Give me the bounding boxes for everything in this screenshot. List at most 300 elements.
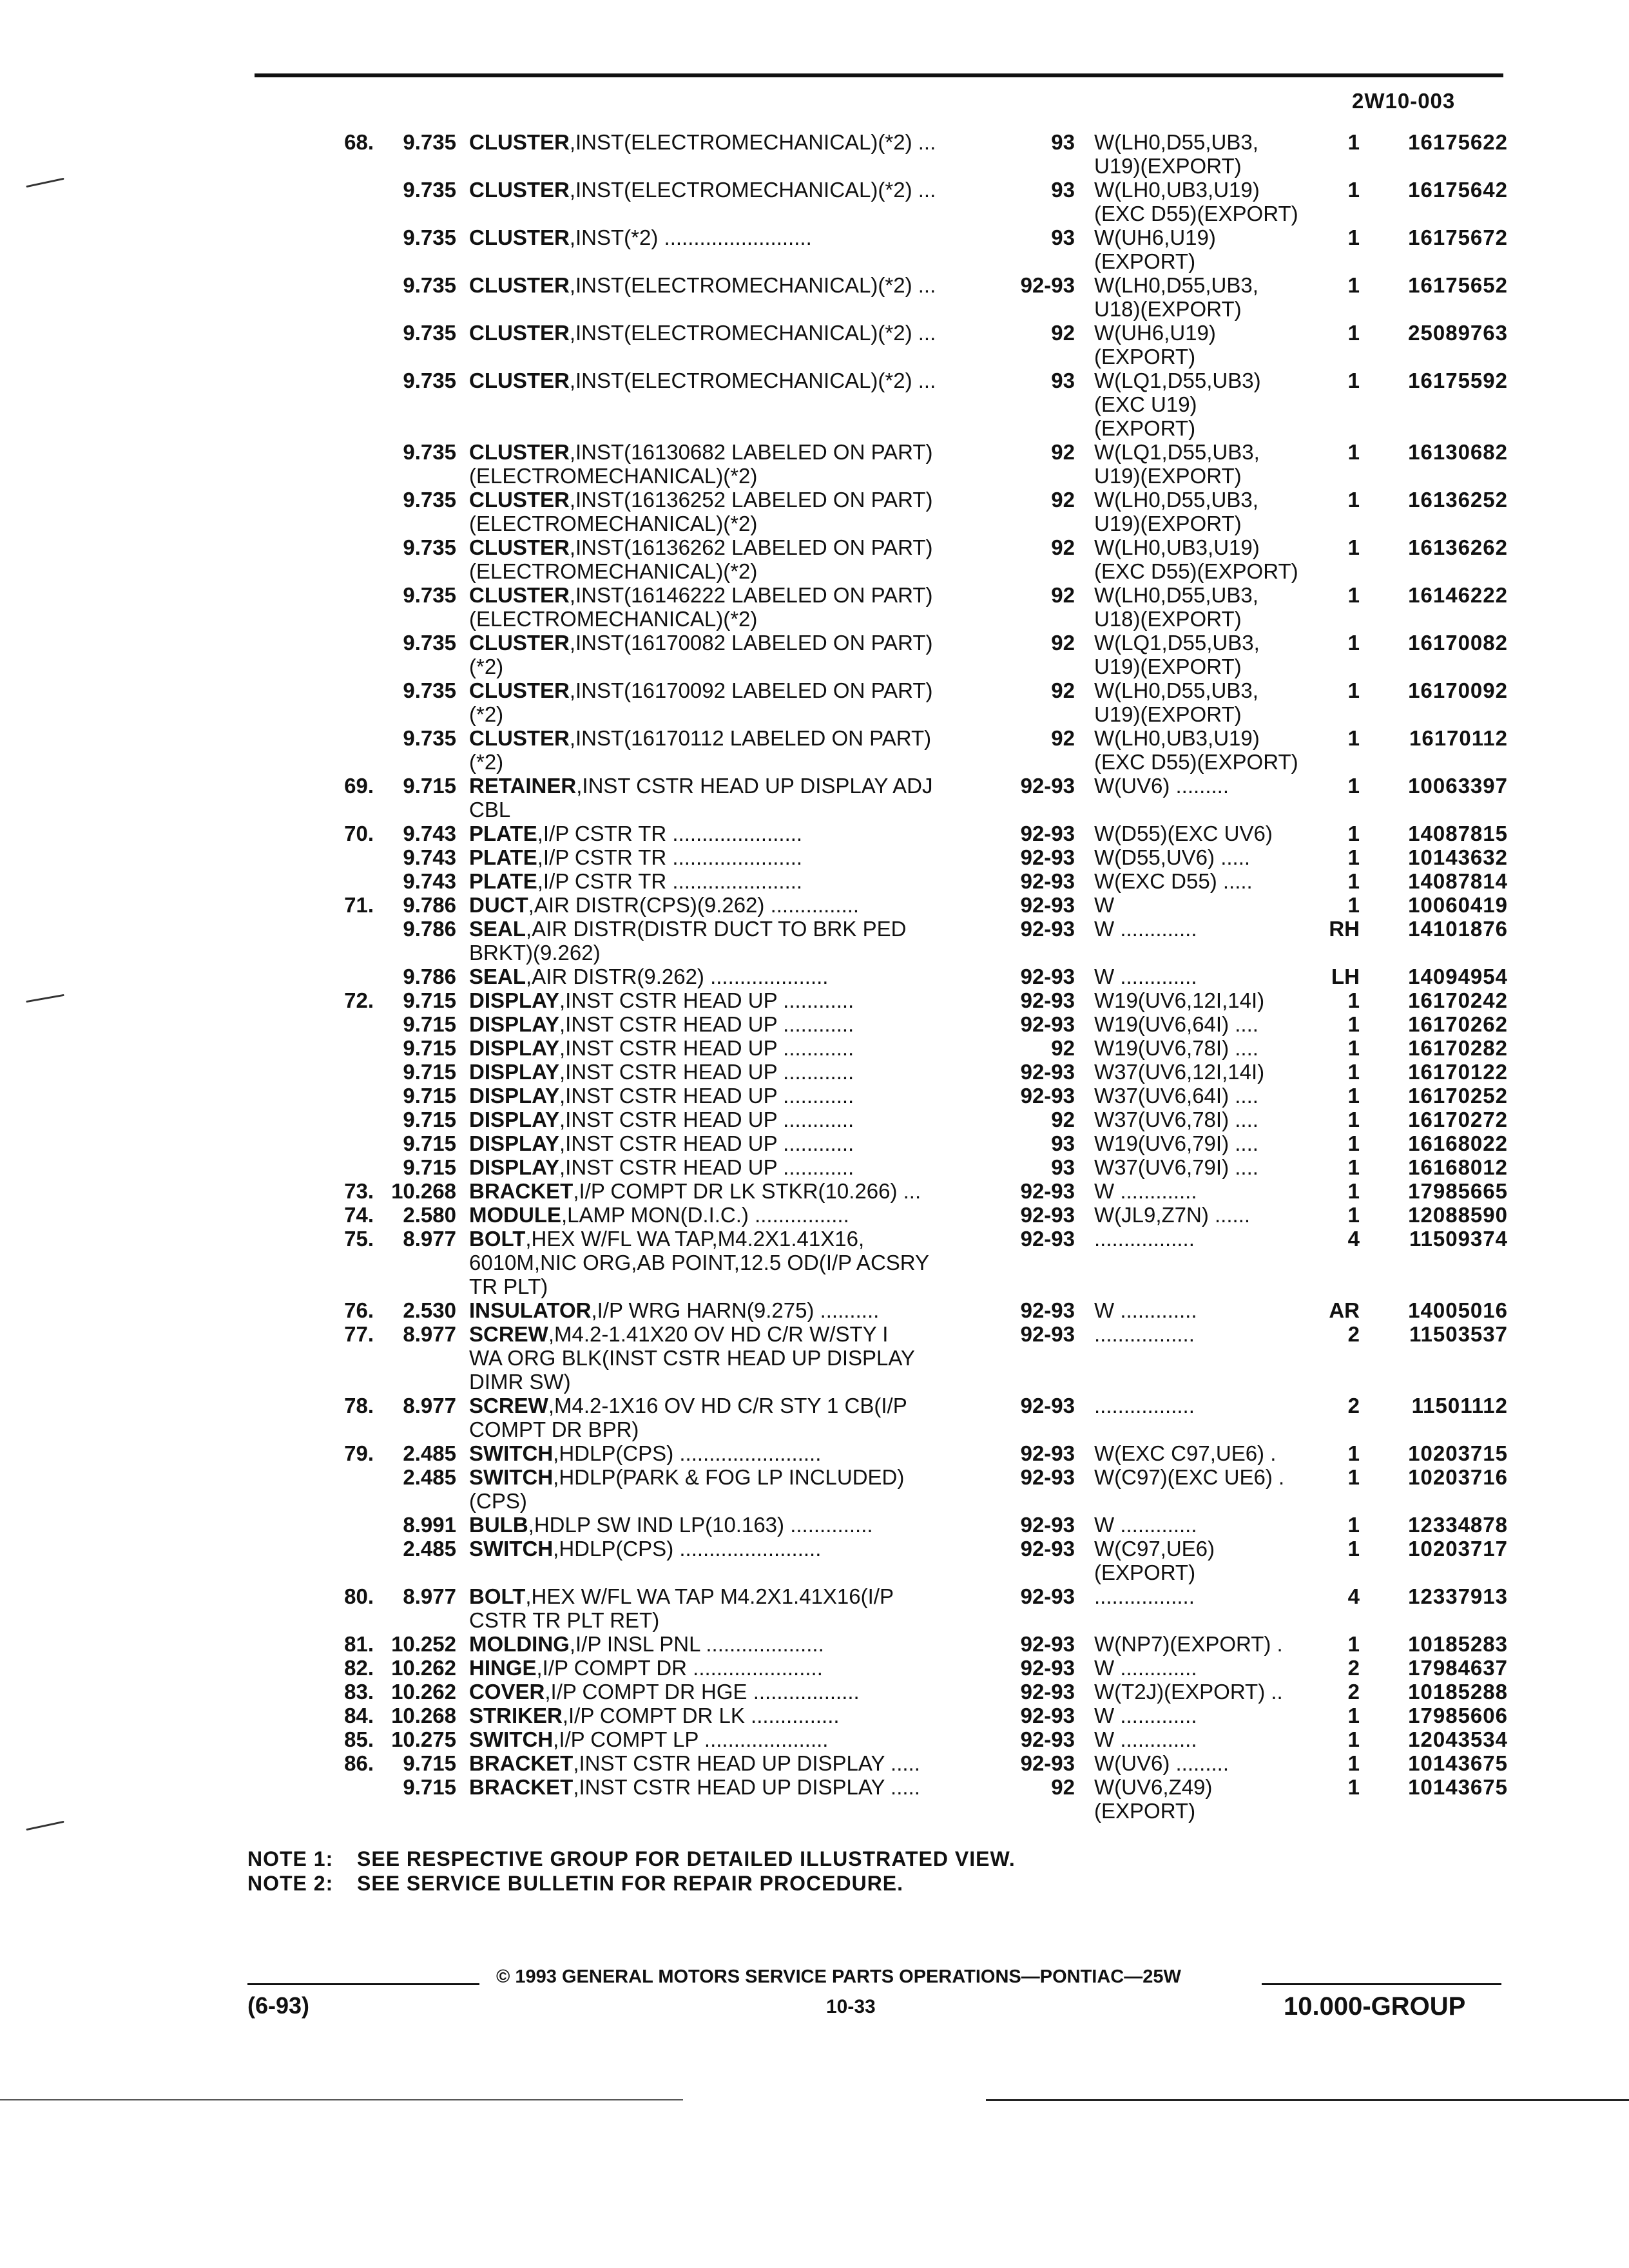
part-row — [245, 1537, 1508, 1584]
quantity: 1 — [1347, 1131, 1360, 1155]
scan-mark — [26, 178, 64, 187]
note-label: NOTE 1: — [247, 1847, 334, 1870]
footer-page-number: 10-33 — [826, 1996, 876, 2017]
group-number: 9.743 — [403, 845, 456, 869]
part-detail: ,HDLP SW IND LP(10.163) .............. — [528, 1513, 873, 1537]
part-row — [245, 1394, 1508, 1441]
part-row — [245, 678, 1508, 726]
part-number: 12334878 — [1408, 1513, 1508, 1537]
part-name: SEAL — [469, 965, 526, 988]
quantity: 2 — [1347, 1322, 1360, 1346]
part-row — [245, 1155, 1508, 1179]
page-reference: 2W10-003 — [1352, 89, 1456, 113]
part-detail: ,I/P COMPT LP ..................... — [553, 1727, 829, 1751]
scan-mark — [26, 1821, 64, 1831]
part-name: DISPLAY — [469, 1084, 559, 1108]
ref-number: 69. — [344, 774, 374, 798]
group-number: 9.743 — [403, 869, 456, 893]
group-number: 8.977 — [403, 1227, 456, 1251]
group-number: 9.715 — [403, 1108, 456, 1131]
quantity: 2 — [1347, 1656, 1360, 1680]
part-detail: ,INST CSTR HEAD UP ............ — [559, 1084, 854, 1108]
part-name: CLUSTER — [469, 273, 570, 297]
quantity: 2 — [1347, 1680, 1360, 1704]
part-number: 10203717 — [1408, 1537, 1508, 1561]
part-name: SWITCH — [469, 1727, 554, 1751]
part-detail: ,HDLP(CPS) ........................ — [553, 1441, 822, 1465]
part-description — [456, 321, 985, 345]
part-description — [456, 1656, 985, 1680]
model-years: 92 — [1051, 321, 1075, 345]
part-detail: ,M4.2-1.41X20 OV HD C/R W/STY I WA ORG BLK(INST CSTR HEAD UP DISPLAY DIMR SW) — [469, 1322, 915, 1394]
model-years: 92-93 — [1020, 893, 1075, 917]
part-description — [456, 583, 985, 631]
usage-codes: W(EXC D55) ..... — [1094, 869, 1253, 893]
part-number: 14087815 — [1408, 822, 1508, 845]
part-name: CLUSTER — [469, 726, 570, 750]
quantity: 1 — [1347, 535, 1360, 559]
usage-codes: W(C97)(EXC UE6) . — [1094, 1465, 1285, 1489]
part-row — [245, 822, 1508, 845]
group-number: 10.275 — [391, 1727, 456, 1751]
notes-section — [247, 1847, 1016, 1896]
part-number: 14005016 — [1408, 1298, 1508, 1322]
group-number: 9.735 — [403, 226, 456, 249]
part-description — [456, 369, 985, 392]
group-number: 9.715 — [403, 1751, 456, 1775]
part-description — [456, 1704, 985, 1727]
part-name: DISPLAY — [469, 1036, 559, 1060]
part-number: 10143675 — [1408, 1775, 1508, 1799]
part-number: 16170272 — [1408, 1108, 1508, 1131]
part-detail: ,INST(16146222 LABELED ON PART) (ELECTROMECHANICAL)(*2) — [469, 583, 933, 631]
part-description — [456, 988, 985, 1012]
model-years: 92-93 — [1020, 988, 1075, 1012]
part-detail: ,INST CSTR HEAD UP DISPLAY ..... — [573, 1775, 920, 1799]
quantity: 1 — [1347, 130, 1360, 154]
quantity: LH — [1331, 965, 1360, 988]
ref-number: 86. — [344, 1751, 374, 1775]
quantity: 1 — [1347, 1012, 1360, 1036]
part-row — [245, 535, 1508, 583]
part-row — [245, 440, 1508, 488]
usage-codes: W(LQ1,D55,UB3) (EXC U19) (EXPORT) — [1094, 369, 1261, 440]
group-number: 9.735 — [403, 583, 456, 607]
part-number: 25089763 — [1408, 321, 1508, 345]
group-number: 2.485 — [403, 1537, 456, 1561]
part-name: CLUSTER — [469, 488, 570, 512]
group-number: 9.735 — [403, 321, 456, 345]
ref-number: 85. — [344, 1727, 374, 1751]
quantity: 1 — [1347, 988, 1360, 1012]
part-name: MOLDING — [469, 1632, 570, 1656]
group-number: 9.735 — [403, 535, 456, 559]
part-detail: ,I/P CSTR TR ...................... — [537, 822, 803, 845]
part-number: 16170092 — [1408, 678, 1508, 702]
quantity: 1 — [1347, 1704, 1360, 1727]
part-name: SWITCH — [469, 1465, 554, 1489]
part-row — [245, 1704, 1508, 1727]
part-row — [245, 917, 1508, 965]
quantity: 1 — [1347, 1084, 1360, 1108]
part-number: 16130682 — [1408, 440, 1508, 464]
ref-number: 70. — [344, 822, 374, 845]
part-row — [245, 1227, 1508, 1298]
part-number: 10063397 — [1408, 774, 1508, 798]
part-description — [456, 1465, 985, 1513]
part-row — [245, 988, 1508, 1012]
part-detail: ,INST CSTR HEAD UP DISPLAY ADJ CBL — [469, 774, 933, 822]
part-description — [456, 1084, 985, 1108]
part-name: DISPLAY — [469, 1012, 559, 1036]
quantity: 1 — [1347, 1465, 1360, 1489]
part-description — [456, 1751, 985, 1775]
part-detail: ,INST(ELECTROMECHANICAL)(*2) ... — [569, 369, 936, 392]
model-years: 92-93 — [1020, 1727, 1075, 1751]
usage-codes: W19(UV6,78I) .... — [1094, 1036, 1258, 1060]
scan-edge-left — [0, 2099, 683, 2100]
part-name: BRACKET — [469, 1751, 574, 1775]
part-row — [245, 1322, 1508, 1394]
part-detail: ,I/P COMPT DR LK ............... — [562, 1704, 840, 1727]
quantity: 1 — [1347, 1036, 1360, 1060]
part-detail: ,INST(16136262 LABELED ON PART) (ELECTROMECHANICAL)(*2) — [469, 535, 933, 583]
model-years: 92-93 — [1020, 1537, 1075, 1561]
group-number: 8.977 — [403, 1322, 456, 1346]
parts-list — [245, 130, 1508, 1823]
model-years: 92-93 — [1020, 1012, 1075, 1036]
ref-number: 80. — [344, 1584, 374, 1608]
part-name: BRACKET — [469, 1775, 574, 1799]
group-number: 2.485 — [403, 1465, 456, 1489]
part-name: CLUSTER — [469, 321, 570, 345]
part-description — [456, 726, 985, 774]
part-name: CLUSTER — [469, 226, 570, 249]
part-name: SEAL — [469, 917, 526, 941]
model-years: 92 — [1051, 583, 1075, 607]
part-row — [245, 1751, 1508, 1775]
usage-codes: W(LH0,UB3,U19) (EXC D55)(EXPORT) — [1094, 535, 1298, 583]
usage-codes: W(T2J)(EXPORT) .. — [1094, 1680, 1283, 1704]
part-detail: ,AIR DISTR(9.262) .................... — [526, 965, 829, 988]
usage-codes: ................. — [1094, 1584, 1195, 1608]
part-row — [245, 1060, 1508, 1084]
part-name: CLUSTER — [469, 369, 570, 392]
usage-codes: W19(UV6,79I) .... — [1094, 1131, 1258, 1155]
part-row — [245, 488, 1508, 535]
model-years: 92-93 — [1020, 1441, 1075, 1465]
part-detail: ,I/P CSTR TR ...................... — [537, 869, 803, 893]
part-number: 16175642 — [1408, 178, 1508, 202]
part-name: CLUSTER — [469, 535, 570, 559]
usage-codes: ................. — [1094, 1322, 1195, 1346]
usage-codes: W ............. — [1094, 1704, 1197, 1727]
quantity: 1 — [1347, 1751, 1360, 1775]
part-description — [456, 1680, 985, 1704]
footer-date: (6-93) — [247, 1992, 310, 2019]
part-row — [245, 774, 1508, 822]
usage-codes: W(LH0,D55,UB3, U18)(EXPORT) — [1094, 583, 1258, 631]
usage-codes: W(LH0,D55,UB3, U19)(EXPORT) — [1094, 130, 1258, 178]
part-number: 17985606 — [1408, 1704, 1508, 1727]
part-detail: ,INST(ELECTROMECHANICAL)(*2) ... — [569, 273, 936, 297]
usage-codes: W(UV6) ......... — [1094, 774, 1229, 798]
part-description — [456, 1394, 985, 1441]
part-row — [245, 1012, 1508, 1036]
top-rule — [255, 73, 1503, 77]
usage-codes: W ............. — [1094, 965, 1197, 988]
part-name: STRIKER — [469, 1704, 563, 1727]
model-years: 93 — [1051, 1155, 1075, 1179]
part-row — [245, 1036, 1508, 1060]
group-number: 9.735 — [403, 130, 456, 154]
part-description — [456, 1727, 985, 1751]
model-years: 92-93 — [1020, 965, 1075, 988]
quantity: 4 — [1347, 1584, 1360, 1608]
model-years: 92-93 — [1020, 917, 1075, 941]
quantity: 1 — [1347, 774, 1360, 798]
quantity: AR — [1329, 1298, 1360, 1322]
model-years: 93 — [1051, 369, 1075, 392]
group-number: 8.991 — [403, 1513, 456, 1537]
quantity: 1 — [1347, 1441, 1360, 1465]
model-years: 92-93 — [1020, 1227, 1075, 1251]
part-row — [245, 726, 1508, 774]
quantity: 4 — [1347, 1227, 1360, 1251]
part-description — [456, 1203, 985, 1227]
part-row — [245, 1108, 1508, 1131]
ref-number: 78. — [344, 1394, 374, 1418]
part-description — [456, 1012, 985, 1036]
usage-codes: W ............. — [1094, 1656, 1197, 1680]
part-number: 11503537 — [1409, 1322, 1508, 1346]
part-name: SCREW — [469, 1394, 548, 1418]
quantity: 1 — [1347, 1108, 1360, 1131]
part-detail: ,INST CSTR HEAD UP ............ — [559, 1036, 854, 1060]
model-years: 92-93 — [1020, 1298, 1075, 1322]
part-description — [456, 273, 985, 297]
part-name: INSULATOR — [469, 1298, 592, 1322]
ref-number: 74. — [344, 1203, 374, 1227]
part-row — [245, 1131, 1508, 1155]
ref-number: 72. — [344, 988, 374, 1012]
ref-number: 73. — [344, 1179, 374, 1203]
usage-codes: W(LQ1,D55,UB3, U19)(EXPORT) — [1094, 440, 1260, 488]
part-name: DISPLAY — [469, 1131, 559, 1155]
quantity: 1 — [1347, 440, 1360, 464]
part-number: 16175652 — [1408, 273, 1508, 297]
group-number: 10.268 — [391, 1704, 456, 1727]
part-description — [456, 1227, 985, 1298]
usage-codes: W(NP7)(EXPORT) . — [1094, 1632, 1283, 1656]
group-number: 10.262 — [391, 1656, 456, 1680]
part-detail: ,INST(16170082 LABELED ON PART) (*2) — [469, 631, 933, 678]
part-detail: ,INST CSTR HEAD UP ............ — [559, 1155, 854, 1179]
part-description — [456, 917, 985, 965]
part-name: SWITCH — [469, 1441, 554, 1465]
part-description — [456, 1060, 985, 1084]
usage-codes: ................. — [1094, 1227, 1195, 1251]
part-number: 16146222 — [1408, 583, 1508, 607]
quantity: 1 — [1347, 893, 1360, 917]
part-detail: ,INST(*2) ......................... — [569, 226, 812, 249]
usage-codes: W(UV6) ......... — [1094, 1751, 1229, 1775]
model-years: 92-93 — [1020, 1084, 1075, 1108]
part-description — [456, 869, 985, 893]
part-number: 16136252 — [1408, 488, 1508, 512]
part-description — [456, 488, 985, 535]
part-number: 16170262 — [1408, 1012, 1508, 1036]
part-name: DISPLAY — [469, 1108, 559, 1131]
quantity: 1 — [1347, 369, 1360, 392]
ref-number: 83. — [344, 1680, 374, 1704]
part-description — [456, 1155, 985, 1179]
usage-codes: W37(UV6,64I) .... — [1094, 1084, 1258, 1108]
part-name: PLATE — [469, 845, 537, 869]
group-number: 8.977 — [403, 1394, 456, 1418]
part-row — [245, 1179, 1508, 1203]
ref-number: 68. — [344, 130, 374, 154]
part-row — [245, 178, 1508, 226]
ref-number: 75. — [344, 1227, 374, 1251]
quantity: 1 — [1347, 583, 1360, 607]
part-row — [245, 845, 1508, 869]
part-detail: ,HEX W/FL WA TAP M4.2X1.41X16(I/P CSTR TR PLT RET) — [469, 1584, 894, 1632]
part-number: 12088590 — [1408, 1203, 1508, 1227]
part-row — [245, 869, 1508, 893]
part-detail: ,I/P WRG HARN(9.275) .......... — [591, 1298, 880, 1322]
part-detail: ,I/P INSL PNL .................... — [569, 1632, 824, 1656]
ref-number: 84. — [344, 1704, 374, 1727]
part-detail: ,I/P CSTR TR ...................... — [537, 845, 803, 869]
part-detail: ,INST CSTR HEAD UP ............ — [559, 1131, 854, 1155]
group-number: 9.715 — [403, 1131, 456, 1155]
part-row — [245, 1084, 1508, 1108]
quantity: RH — [1329, 917, 1360, 941]
group-number: 2.580 — [403, 1203, 456, 1227]
part-number: 14101876 — [1408, 917, 1508, 941]
group-number: 9.735 — [403, 440, 456, 464]
usage-codes: W(D55,UV6) ..... — [1094, 845, 1251, 869]
part-description — [456, 1775, 985, 1799]
usage-codes: W(UH6,U19) (EXPORT) — [1094, 226, 1216, 273]
note-text: SEE RESPECTIVE GROUP FOR DETAILED ILLUSTRATED VIEW. — [357, 1847, 1016, 1870]
quantity: 1 — [1347, 631, 1360, 655]
part-detail: ,I/P COMPT DR LK STKR(10.266) ... — [573, 1179, 921, 1203]
part-number: 16175672 — [1408, 226, 1508, 249]
quantity: 1 — [1347, 1203, 1360, 1227]
part-description — [456, 1513, 985, 1537]
model-years: 93 — [1051, 226, 1075, 249]
quantity: 1 — [1347, 178, 1360, 202]
part-number: 10203715 — [1408, 1441, 1508, 1465]
quantity: 1 — [1347, 869, 1360, 893]
part-detail: ,INST(ELECTROMECHANICAL)(*2) ... — [569, 321, 936, 345]
part-row — [245, 226, 1508, 273]
usage-codes: W — [1094, 893, 1115, 917]
part-row — [245, 369, 1508, 440]
part-name: DUCT — [469, 893, 528, 917]
part-name: PLATE — [469, 869, 537, 893]
usage-codes: W(D55)(EXC UV6) — [1094, 822, 1273, 845]
group-number: 9.735 — [403, 178, 456, 202]
part-description — [456, 845, 985, 869]
quantity: 1 — [1347, 678, 1360, 702]
part-description — [456, 440, 985, 488]
model-years: 92-93 — [1020, 1680, 1075, 1704]
quantity: 1 — [1347, 273, 1360, 297]
scan-mark — [26, 994, 64, 1003]
model-years: 92-93 — [1020, 822, 1075, 845]
part-number: 16175622 — [1408, 130, 1508, 154]
usage-codes: W37(UV6,79I) .... — [1094, 1155, 1258, 1179]
part-number: 16170122 — [1408, 1060, 1508, 1084]
part-detail: ,M4.2-1X16 OV HD C/R STY 1 CB(I/P COMPT DR BPR) — [469, 1394, 907, 1441]
part-name: SWITCH — [469, 1537, 554, 1561]
part-detail: ,I/P COMPT DR HGE .................. — [545, 1680, 860, 1704]
group-number: 9.715 — [403, 1012, 456, 1036]
quantity: 1 — [1347, 726, 1360, 750]
usage-codes: W(EXC C97,UE6) . — [1094, 1441, 1277, 1465]
part-name: CLUSTER — [469, 631, 570, 655]
usage-codes: W ............. — [1094, 1298, 1197, 1322]
part-description — [456, 1441, 985, 1465]
part-name: CLUSTER — [469, 440, 570, 464]
quantity: 1 — [1347, 226, 1360, 249]
group-number: 9.735 — [403, 488, 456, 512]
part-description — [456, 1298, 985, 1322]
part-row — [245, 1680, 1508, 1704]
usage-codes: W(UH6,U19) (EXPORT) — [1094, 321, 1216, 369]
note — [247, 1871, 1016, 1896]
part-row — [245, 321, 1508, 369]
part-detail: ,INST CSTR HEAD UP ............ — [559, 1108, 854, 1131]
group-number: 9.715 — [403, 988, 456, 1012]
model-years: 93 — [1051, 178, 1075, 202]
part-name: CLUSTER — [469, 178, 570, 202]
part-name: CLUSTER — [469, 130, 570, 154]
part-detail: ,INST CSTR HEAD UP ............ — [559, 1012, 854, 1036]
model-years: 92 — [1051, 631, 1075, 655]
model-years: 92-93 — [1020, 1465, 1075, 1489]
group-number: 9.786 — [403, 965, 456, 988]
usage-codes: ................. — [1094, 1394, 1195, 1418]
part-description — [456, 893, 985, 917]
part-number: 11501112 — [1411, 1394, 1508, 1418]
part-detail: ,HEX W/FL WA TAP,M4.2X1.41X16, 6010M,NIC ORG,AB POINT,12.5 OD(I/P ACSRY TR PLT) — [469, 1227, 930, 1298]
part-name: DISPLAY — [469, 1060, 559, 1084]
part-number: 16170112 — [1409, 726, 1508, 750]
part-row — [245, 583, 1508, 631]
part-detail: ,INST(ELECTROMECHANICAL)(*2) ... — [569, 178, 936, 202]
group-number: 9.735 — [403, 273, 456, 297]
part-number: 17985665 — [1408, 1179, 1508, 1203]
quantity: 1 — [1347, 845, 1360, 869]
part-detail: ,INST(16136252 LABELED ON PART) (ELECTROMECHANICAL)(*2) — [469, 488, 933, 535]
part-row — [245, 893, 1508, 917]
model-years: 92 — [1051, 726, 1075, 750]
group-number: 9.715 — [403, 1036, 456, 1060]
part-row — [245, 1465, 1508, 1513]
model-years: 92 — [1051, 1775, 1075, 1799]
model-years: 92-93 — [1020, 1394, 1075, 1418]
usage-codes: W(LH0,D55,UB3, U18)(EXPORT) — [1094, 273, 1258, 321]
scan-edge-right — [986, 2099, 1629, 2101]
part-row — [245, 1584, 1508, 1632]
part-number: 12043534 — [1408, 1727, 1508, 1751]
part-row — [245, 1298, 1508, 1322]
footer-group: 10.000-GROUP — [1284, 1992, 1466, 2021]
